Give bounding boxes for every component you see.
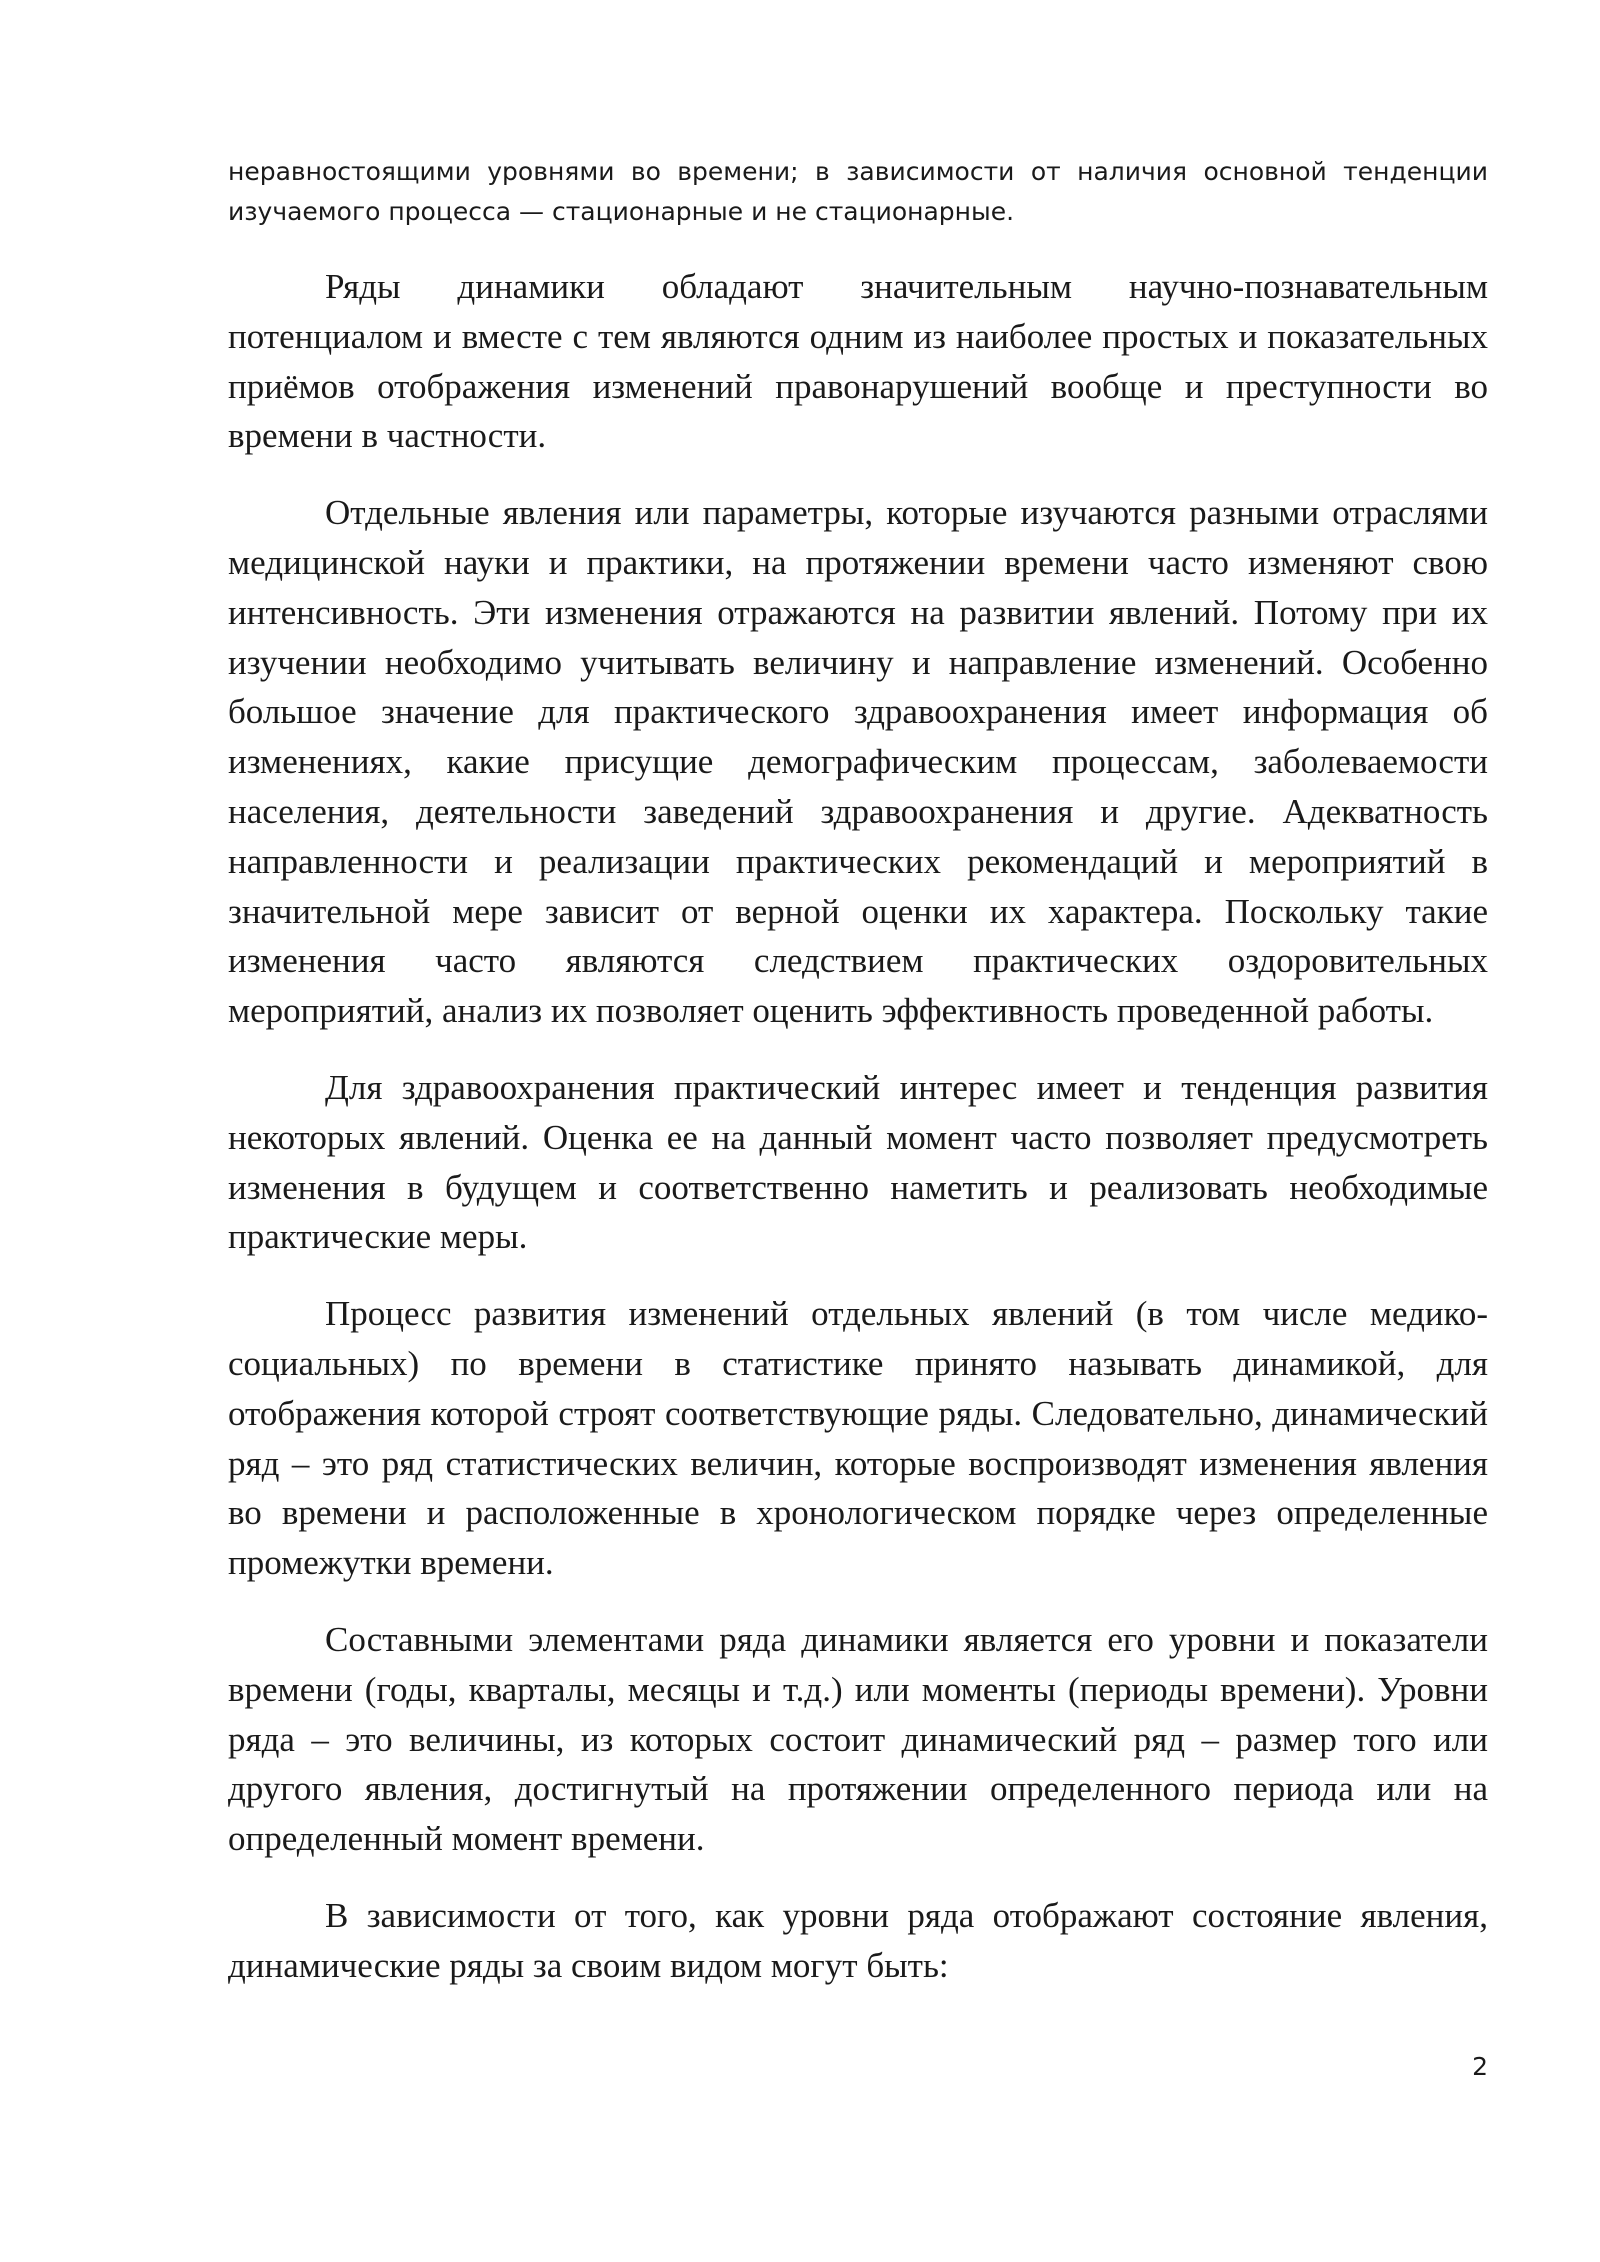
lead-text: неравностоящими уровнями во времени; в зависимости от наличия основной тенденции изучаемого процесса — стационарные и не стационарные. <box>228 157 1488 226</box>
paragraph: Составными элементами ряда динамики является его уровни и показатели времени (годы, кварталы, месяцы и т.д.) или моменты (периоды времени). Уровни ряда – это величины, из которых состоит динамический ряд – размер того или другого явления, достигнутый на протяжении определенного периода или на определенный момент времени. <box>228 1619 1488 1859</box>
paragraph: Процесс развития изменений отдельных явлений (в том числе медико-социальных) по времени в статистике принято называть динамикой, для отображения которой строят соответствующие ряды. Следовательно, динамический ряд – это ряд статистических величин, которые воспроизводят изменения явления во времени и расположенные в хронологическом порядке через определенные промежутки времени. <box>228 1294 1488 1583</box>
paragraph: Ряды динамики обладают значительным научно-познавательным потенциалом и вместе с тем являются одним из наиболее простых и показательных приёмов отображения изменений правонарушений вообще и преступности во времени в частности. <box>228 267 1488 456</box>
body-text <box>228 262 1488 2018</box>
paragraph: В зависимости от того, как уровни ряда отображают состояние явления, динамические ряды за своим видом могут быть: <box>228 1895 1488 1985</box>
paragraph: Для здравоохранения практический интерес имеет и тенденция развития некоторых явлений. Оценка ее на данный момент часто позволяет предусмотреть изменения в будущем и соответственно наметить и реализовать необходимые практические меры. <box>228 1067 1488 1257</box>
page-number: 2 <box>1472 2052 1488 2081</box>
paragraph: Отдельные явления или параметры, которые изучаются разными отраслями медицинской науки и практики, на протяжении времени часто изменяют свою интенсивность. Эти изменения отражаются на развитии явлений. Потому при их изучении необходимо учитывать величину и направление изменений. Особенно большое значение для практического здравоохранения имеет информация об изменениях, какие присущие демографическим процессам, заболеваемости населения, деятельности заведений здравоохранения и другие. Адекватность направленности и реализации практических рекомендаций и мероприятий в значительной мере зависит от верной оценки их характера. Поскольку такие изменения часто являются следствием практических оздоровительных мероприятий, анализ их позволяет оценить эффективность проведенной работы. <box>228 493 1488 1031</box>
